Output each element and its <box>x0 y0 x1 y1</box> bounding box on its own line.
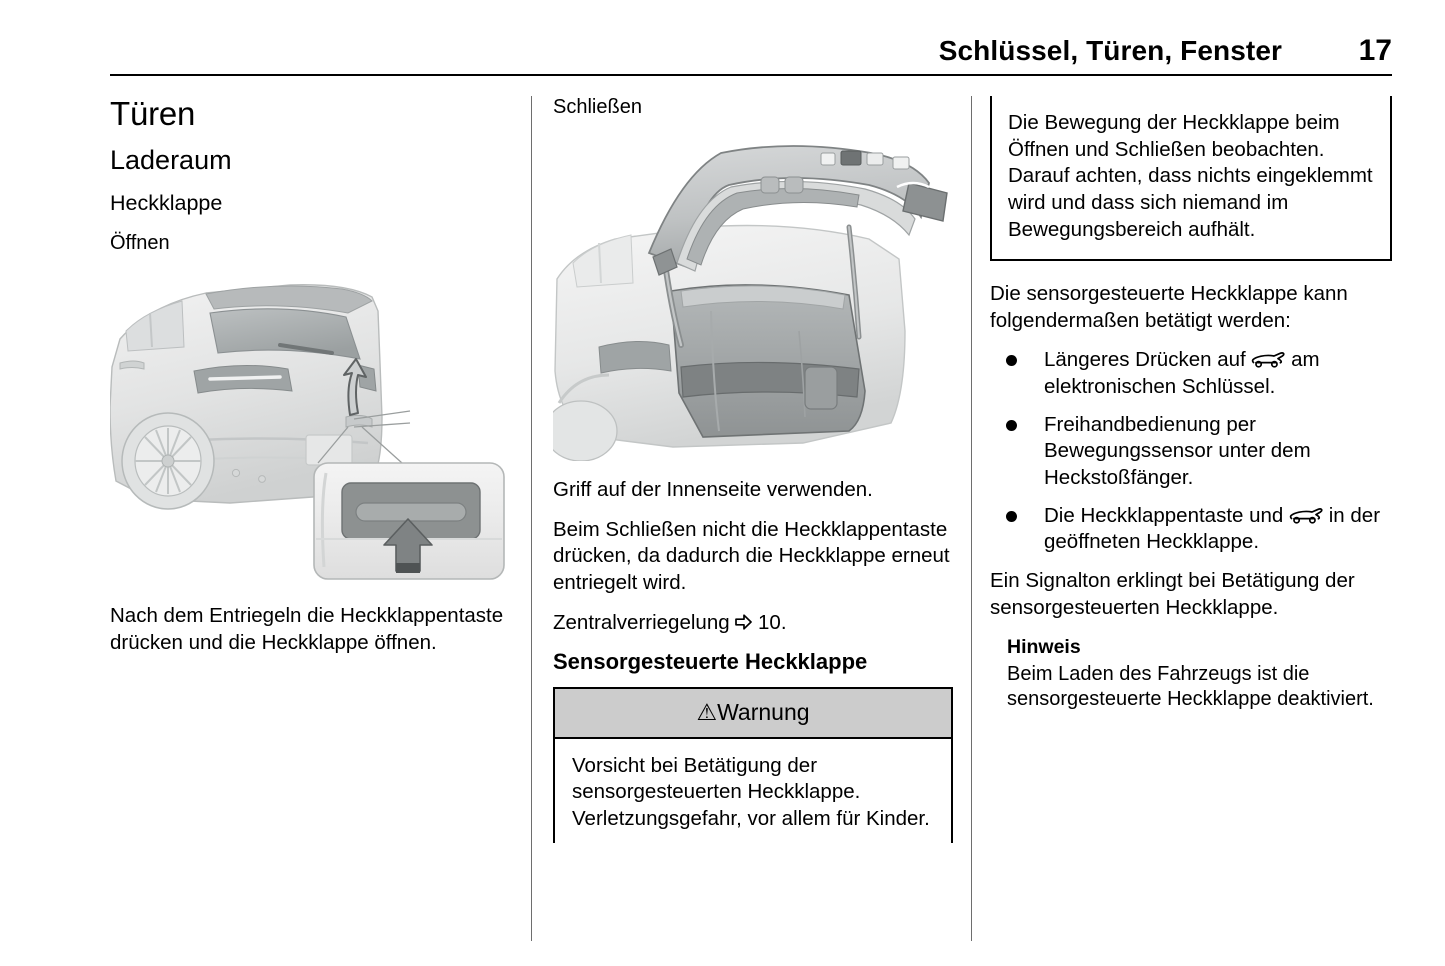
paragraph-sensor-intro: Die sensorgesteuerte Heckklappe kann folgendermaßen betätigt werden: <box>990 282 1348 332</box>
cross-reference-page: 10. <box>758 610 787 634</box>
paragraph-inner-handle: Griff auf der Innenseite verwenden. <box>553 478 873 501</box>
figure-rear-view-with-callout <box>110 267 515 587</box>
heading-schliessen: Schließen <box>553 96 642 118</box>
page-reference-icon <box>735 612 752 630</box>
warning-text: Vorsicht bei Betätigung der sensorgesteuerten Heckklappe. Verletzungsgefahr, vor allem für Kinder. <box>572 753 930 831</box>
bullet-dot-icon <box>1006 420 1017 431</box>
cross-reference-label: Zentralverriegelung <box>553 610 730 634</box>
bullet-dot-icon <box>1006 355 1017 366</box>
warning-continued-text: Die Bewegung der Heckklappe beim Öffnen und Schließen beobachten. Darauf achten, dass nichts eingeklemmt wird und dass sich niemand im Bewegungsbereich aufhält. <box>1008 111 1373 241</box>
bullet-text-after: am elektronischen Schlüssel. <box>1044 348 1320 399</box>
bullet-text-before: Freihandbedienung per Bewegungssensor unter dem Heckstoßfänger. <box>1044 412 1311 490</box>
heading-oeffnen: Öffnen <box>110 232 170 255</box>
note-text: Beim Laden des Fahrzeugs ist die sensorgesteuerte Heckklappe deaktiviert. <box>1007 662 1374 711</box>
note-block <box>990 635 1392 713</box>
warning-label: Warnung <box>717 698 810 725</box>
bullet-text-after: in der geöffneten Heckklappe. <box>1044 503 1381 554</box>
paragraph-cross-reference <box>553 610 953 637</box>
heading-laderaum: Laderaum <box>110 144 232 175</box>
heading-heckklappe: Heckklappe <box>110 191 223 216</box>
warning-box-body <box>555 739 951 843</box>
note-title: Hinweis <box>1007 636 1081 659</box>
sensor-operation-list <box>990 347 1392 555</box>
bullet-text-before: Längeres Drücken auf <box>1044 348 1246 372</box>
warning-box <box>553 687 953 843</box>
figure-open-tailgate <box>553 131 953 461</box>
bullet-text-before: Die Heckklappentaste und <box>1044 503 1284 527</box>
warning-box-header <box>555 689 951 739</box>
list-item <box>990 347 1392 400</box>
heading-tueren: Türen <box>110 95 196 132</box>
page-number: 17 <box>1358 34 1392 67</box>
column-divider-2 <box>971 96 972 941</box>
page-title: Schlüssel, Türen, Fenster <box>938 35 1282 66</box>
header-rule <box>110 74 1392 76</box>
warning-triangle-icon: ⚠ <box>696 698 718 725</box>
middle-column <box>553 96 953 941</box>
content-columns <box>110 96 1392 941</box>
header-row <box>110 34 1392 74</box>
warning-box-continued <box>990 96 1392 261</box>
paragraph-open-tailgate: Nach dem Entriegeln die Heckklappentaste drücken und die Heckklappe öffnen. <box>110 604 504 654</box>
paragraph-signal-tone: Ein Signalton erklingt bei Betätigung der sensorgesteuerten Heckklappe. <box>990 568 1355 619</box>
left-column <box>110 96 515 941</box>
right-column <box>990 96 1392 941</box>
heading-sensorgesteuerte-heckklappe: Sensorgesteuerte Heckklappe <box>553 649 868 675</box>
column-divider-1 <box>531 96 532 941</box>
bullet-dot-icon <box>1006 511 1017 522</box>
page-header <box>110 34 1392 80</box>
paragraph-closing-warning: Beim Schließen nicht die Heckklappentaste drücken, da dadurch die Heckklappe erneut entriegelt wird. <box>553 517 950 594</box>
callout-detail-tailgate-button <box>314 463 504 579</box>
list-item <box>990 503 1392 556</box>
tailgate-icon <box>1289 505 1323 521</box>
list-item <box>990 412 1392 492</box>
tailgate-icon <box>1251 349 1285 365</box>
